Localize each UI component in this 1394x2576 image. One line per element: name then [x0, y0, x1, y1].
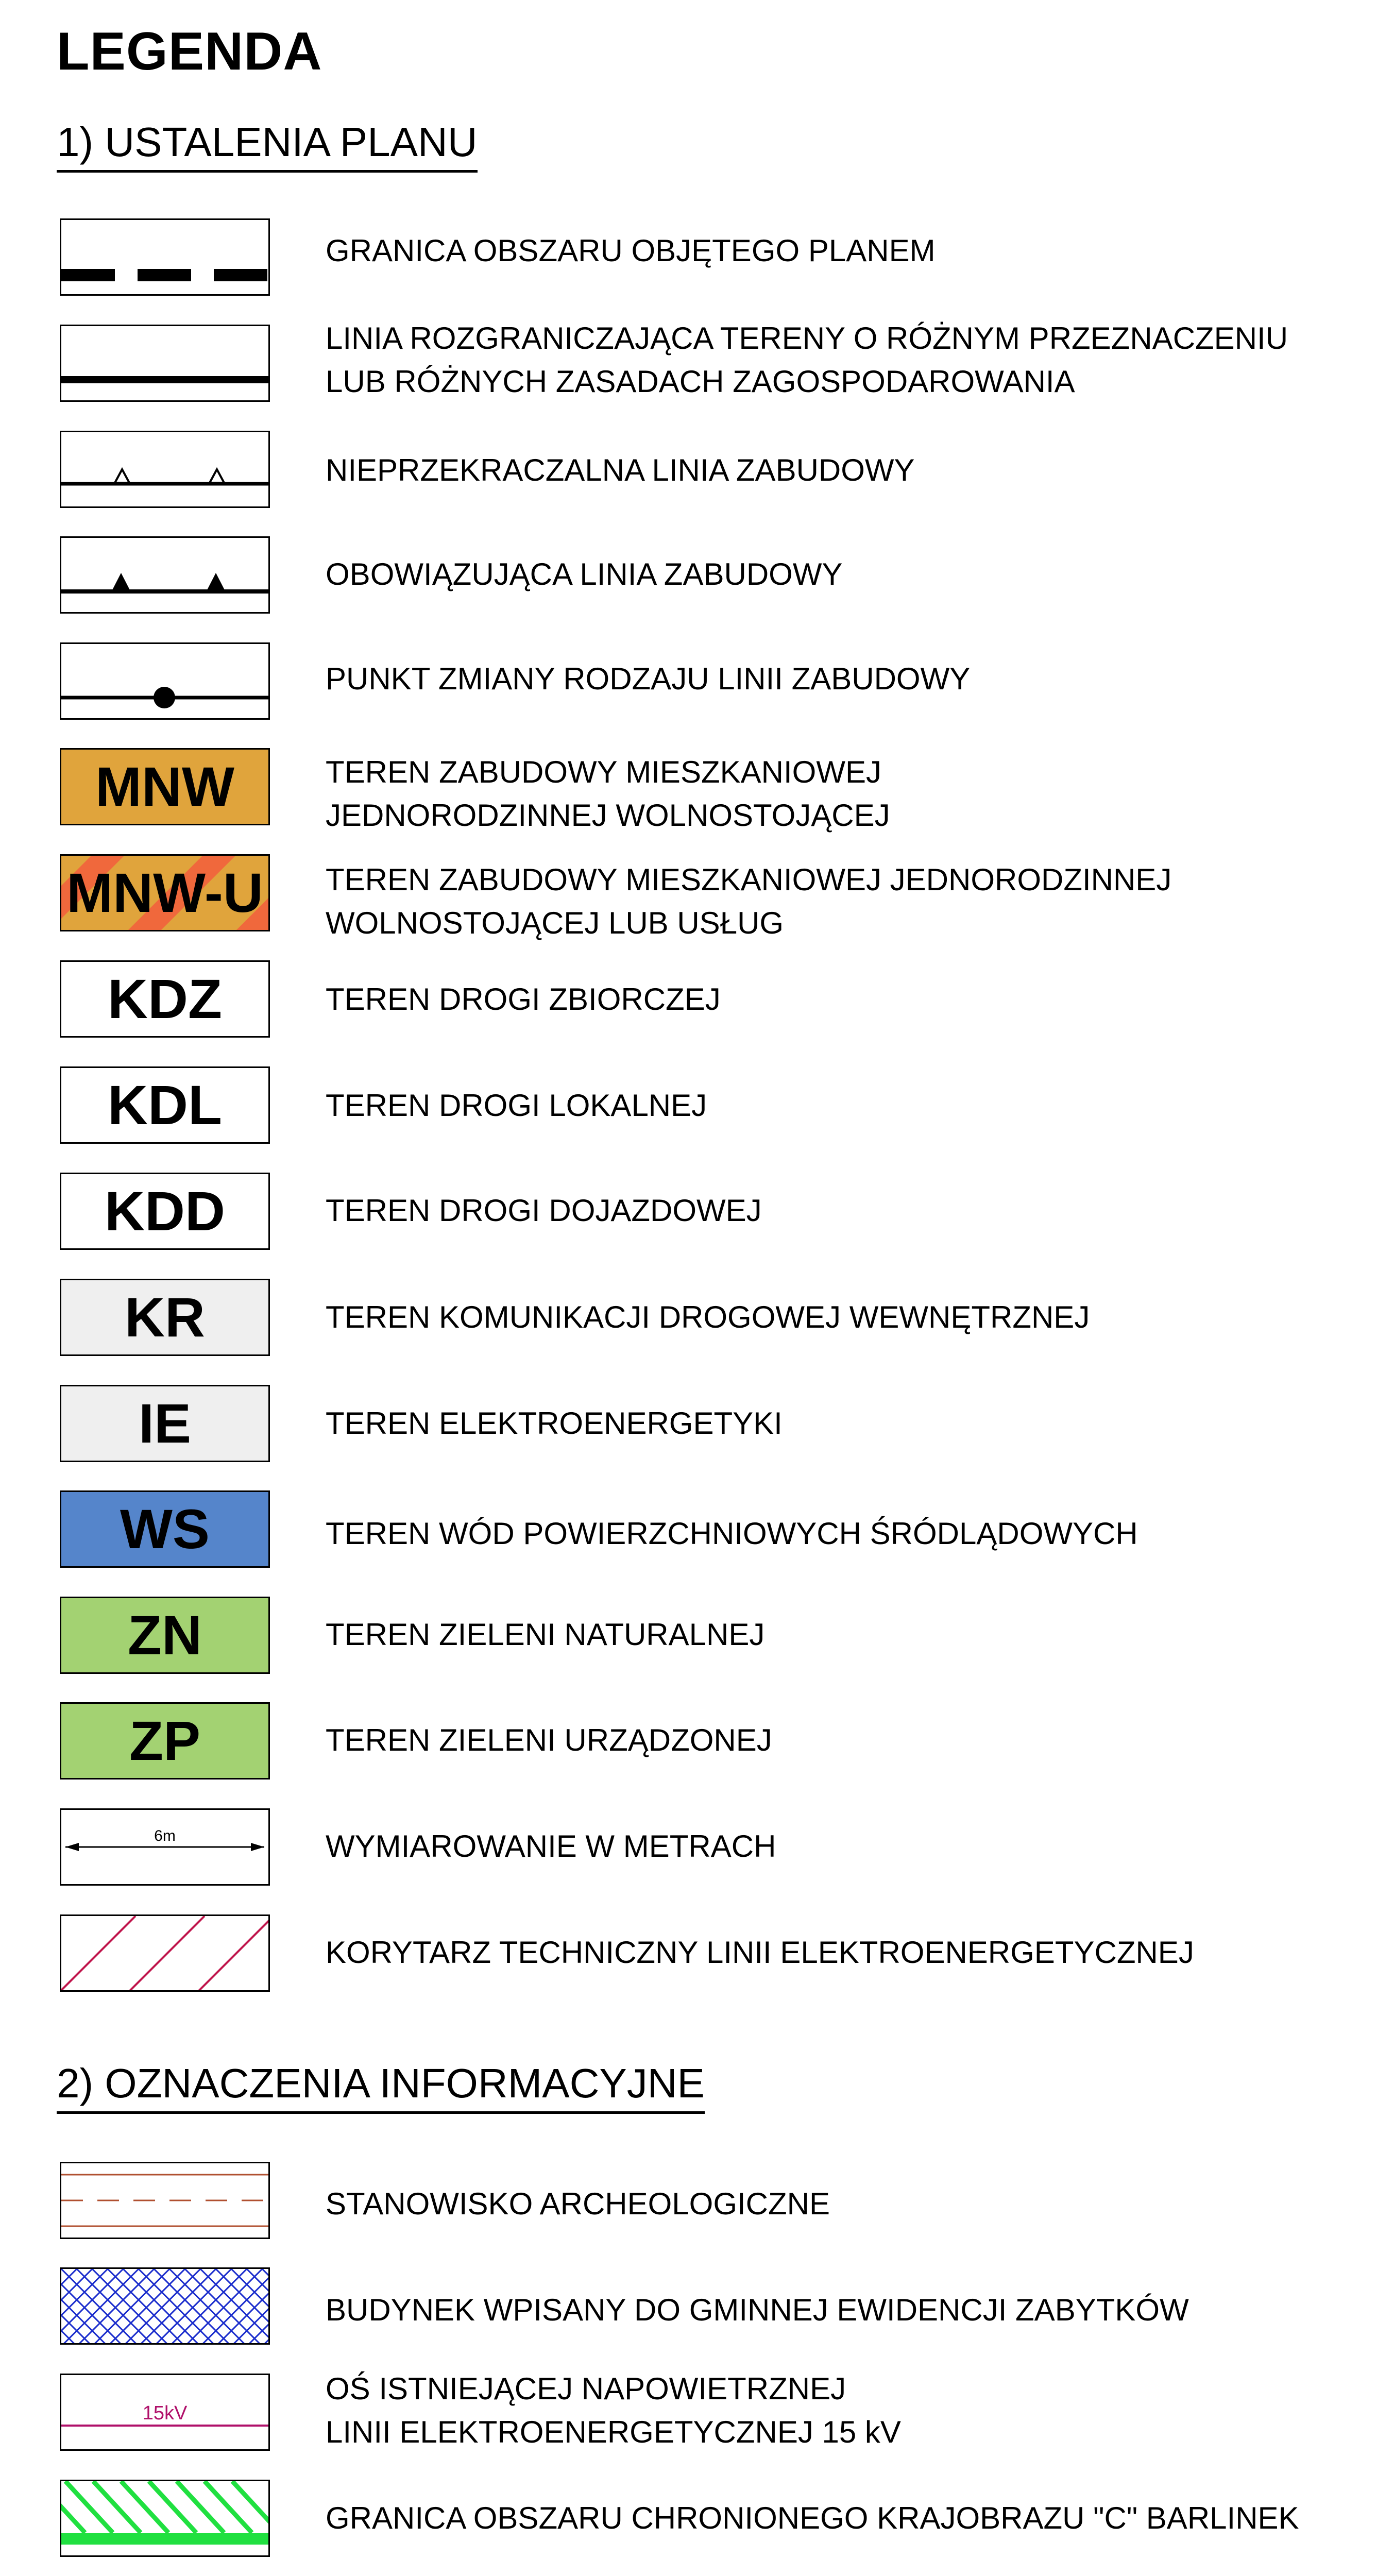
- legend-label: GRANICA OBSZARU CHRONIONEGO KRAJOBRAZU "C" BARLINEK: [326, 2501, 1299, 2535]
- zone-swatch-zp: [60, 1702, 270, 1780]
- zone-code: ZN: [128, 1604, 202, 1666]
- dimension-text: 6m: [154, 1827, 176, 1844]
- dot-on-line-icon: [60, 642, 270, 720]
- zone-code: KDZ: [108, 968, 222, 1030]
- zone-swatch-kdz: [60, 960, 270, 1038]
- zone-code: MNW-U: [66, 861, 263, 924]
- legend-label: TEREN KOMUNIKACJI DROGOWEJ WEWNĘTRZNEJ: [326, 1300, 1090, 1334]
- legend-label: TEREN ZIELENI URZĄDZONEJ: [326, 1723, 772, 1757]
- crimson-hatch-icon: [60, 1914, 270, 1992]
- legend-label: TEREN DROGI DOJAZDOWEJ: [326, 1193, 762, 1228]
- dimension-arrow-icon: [60, 1808, 270, 1886]
- solid-line-icon: [60, 325, 270, 402]
- legend-label: STANOWISKO ARCHEOLOGICZNE: [326, 2187, 830, 2221]
- legend-label: TEREN WÓD POWIERZCHNIOWYCH ŚRÓDLĄDOWYCH: [326, 1516, 1138, 1551]
- filled-triangle-line-icon: [60, 536, 270, 614]
- zone-code: MNW: [95, 755, 234, 818]
- zone-code: KDL: [108, 1074, 222, 1136]
- zone-swatch-mnw-u: [60, 854, 270, 931]
- zone-swatch-ie: [60, 1385, 270, 1462]
- legend-label: GRANICA OBSZARU OBJĘTEGO PLANEM: [326, 233, 936, 268]
- page-title: LEGENDA: [57, 22, 322, 81]
- legend-label: LINIA ROZGRANICZAJĄCA TERENY O RÓŻNYM PRZEZNACZENIU LUB RÓŻNYCH ZASADACH ZAGOSPODAROWANIA: [326, 321, 1288, 399]
- legend-label: KORYTARZ TECHNICZNY LINII ELEKTROENERGETYCZNEJ: [326, 1935, 1194, 1970]
- zone-code: KDD: [105, 1180, 225, 1242]
- section-heading-informational: 2) OZNACZENIA INFORMACYJNE: [57, 2063, 705, 2114]
- legend-label: NIEPRZEKRACZALNA LINIA ZABUDOWY: [326, 453, 915, 487]
- legend-label: WYMIAROWANIE W METRACH: [326, 1829, 776, 1863]
- section-heading-plan: 1) USTALENIA PLANU: [57, 122, 478, 173]
- legend-label: TEREN DROGI LOKALNEJ: [326, 1088, 707, 1123]
- dashed-line-icon: [60, 218, 270, 296]
- zone-swatch-ws: [60, 1490, 270, 1568]
- open-triangle-line-icon: [60, 431, 270, 508]
- zone-code: IE: [138, 1392, 192, 1454]
- zone-swatch-mnw: [60, 748, 270, 825]
- power-line-text: 15kV: [142, 2402, 188, 2424]
- legend-label: OŚ ISTNIEJĄCEJ NAPOWIETRZNEJ LINII ELEKTROENERGETYCZNEJ 15 kV: [326, 2371, 901, 2449]
- legend-label: TEREN ZABUDOWY MIESZKANIOWEJ JEDNORODZINNEJ WOLNOSTOJĄCEJ: [326, 755, 890, 833]
- legend-label: PUNKT ZMIANY RODZAJU LINII ZABUDOWY: [326, 662, 971, 696]
- archaeological-lines-icon: [60, 2162, 270, 2239]
- blue-crosshatch-icon: [60, 2267, 270, 2345]
- legend-label: BUDYNEK WPISANY DO GMINNEJ EWIDENCJI ZABYTKÓW: [326, 2293, 1189, 2327]
- legend-label: TEREN ZIELENI NATURALNEJ: [326, 1617, 765, 1652]
- legend-label: TEREN ZABUDOWY MIESZKANIOWEJ JEDNORODZINNEJ WOLNOSTOJĄCEJ LUB USŁUG: [326, 862, 1172, 940]
- zone-swatch-kdd: [60, 1173, 270, 1250]
- zone-code: WS: [120, 1498, 210, 1560]
- zone-swatch-kr: [60, 1279, 270, 1356]
- power-line-icon: [60, 2374, 270, 2451]
- zone-code: ZP: [129, 1709, 200, 1772]
- zone-swatch-kdl: [60, 1066, 270, 1144]
- legend-label: TEREN ELEKTROENERGETYKI: [326, 1406, 783, 1440]
- zone-code: KR: [125, 1286, 205, 1348]
- legend-label: TEREN DROGI ZBIORCZEJ: [326, 982, 721, 1016]
- zone-swatch-zn: [60, 1597, 270, 1674]
- green-hatch-icon: [60, 2480, 270, 2557]
- legend-label: OBOWIĄZUJĄCA LINIA ZABUDOWY: [326, 557, 843, 591]
